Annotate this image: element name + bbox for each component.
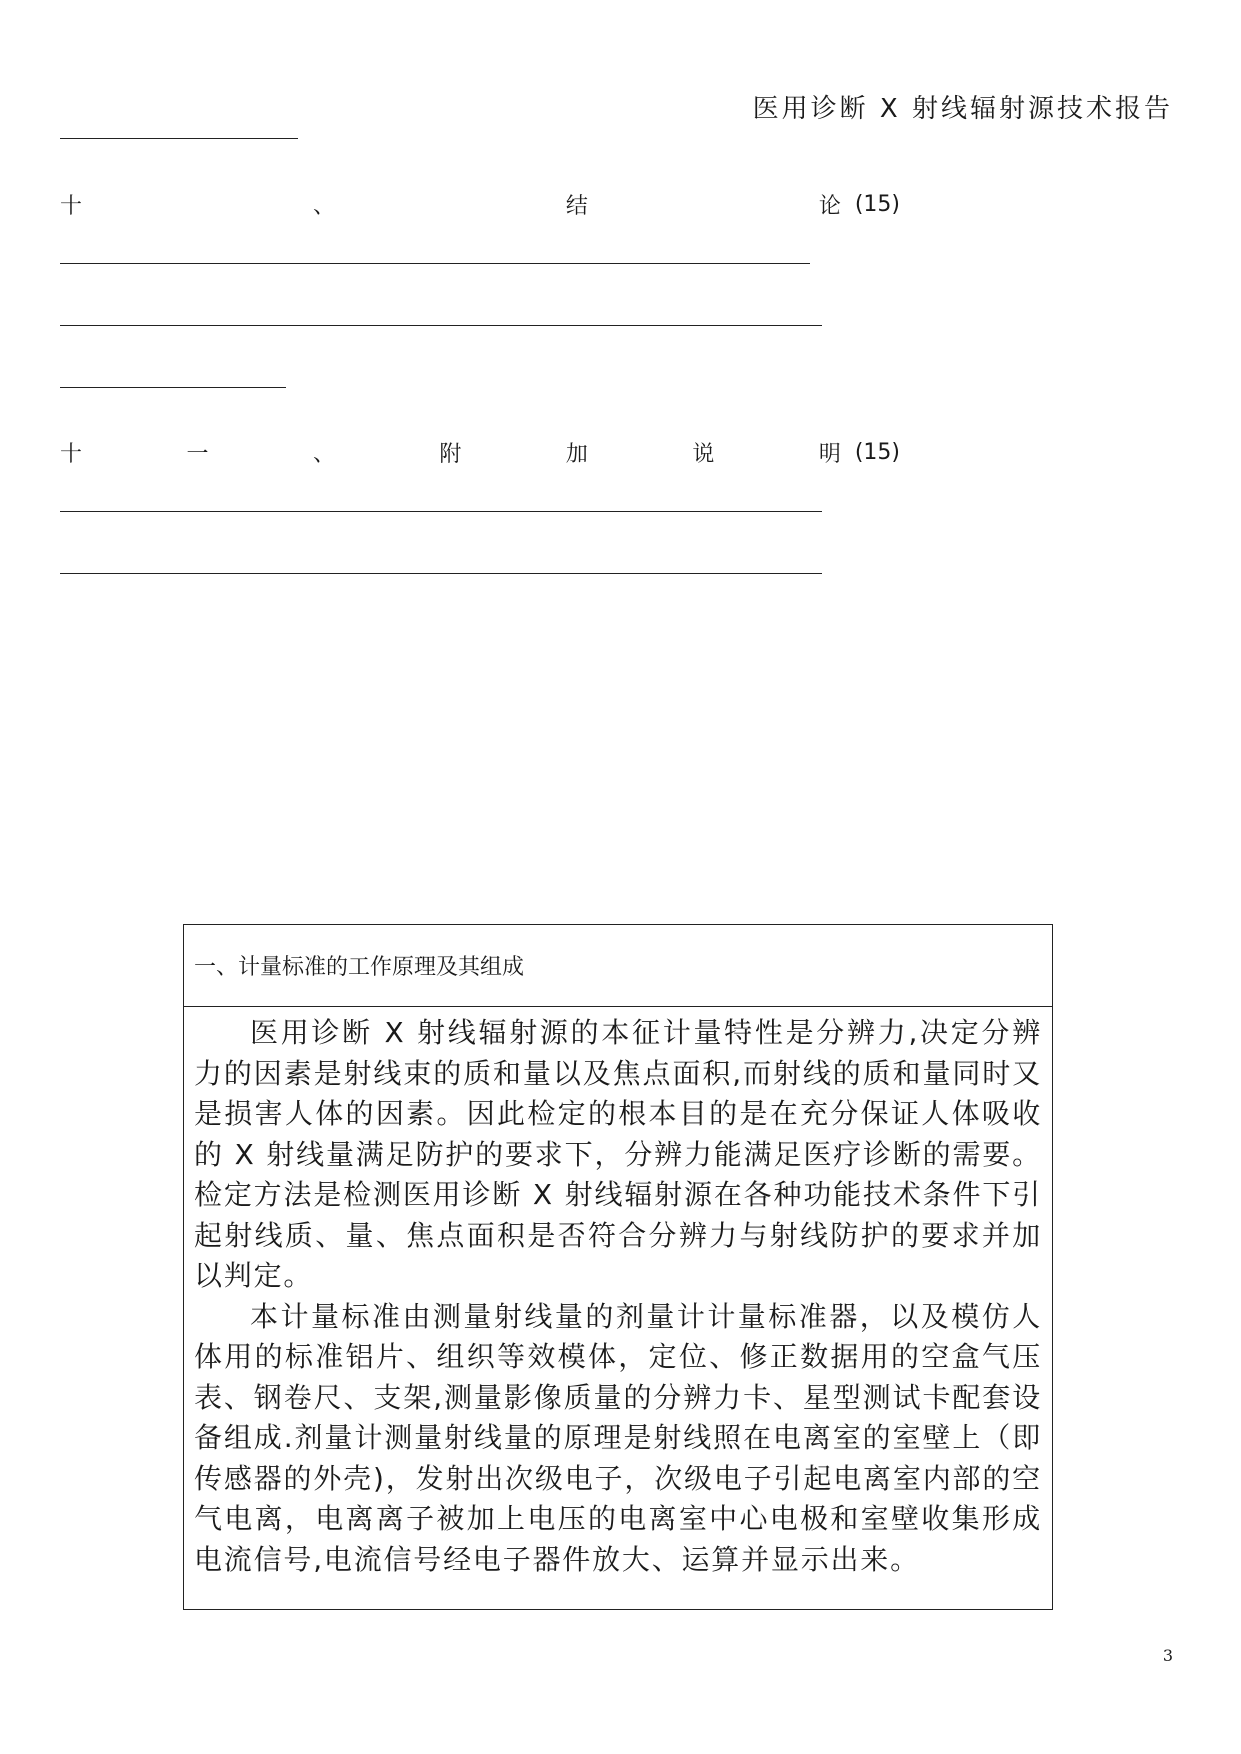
heading-score: (15) (854, 439, 900, 465)
underline-rule (60, 573, 822, 574)
paragraph-composition: 本计量标准由测量射线量的剂量计计量标准器，以及模仿人体用的标准铝片、组织等效模体，定位、修正数据用的空盒气压表、钢卷尺、支架,测量影像质量的分辨力卡、星型测试卡配套设备组成.剂量计测量射线量的原理是射线照在电离室的室壁上（即传感器的外壳)，发射出次级电子，次级电子引起电离室内部的空气电离，电离离子被加上电压的电离室中心电极和室壁收集形成电流信号,电流信号经电子器件放大、运算并显示出来。 (194, 1299, 1042, 1576)
section-heading-additional-notes (60, 432, 900, 472)
paragraph-principle: 医用诊断 X 射线辐射源的本征计量特性是分辨力,决定分辨力的因素是射线束的质和量以及焦点面积,而射线的质和量同时又是损害人体的因素。因此检定的根本目的是在充分保证人体吸收的 X 射线量满足防护的要求下，分辨力能满足医疗诊断的需要。检定方法是检测医用诊断 X 射线辐射源在各种功能技术条件下引起射线质、量、焦点面积是否符合分辨力与射线防护的要求并加以判定。 (194, 1016, 1042, 1292)
underline-rule (60, 138, 298, 139)
box-title: 一、计量标准的工作原理及其组成 (194, 955, 525, 980)
section-heading-conclusion (60, 184, 900, 224)
heading-char: 论 (818, 193, 841, 219)
page-number: 3 (1162, 1646, 1173, 1665)
heading-char: 、 (312, 193, 335, 219)
heading-char: 加 (565, 441, 588, 467)
underline-rule (60, 263, 810, 264)
heading-char: 说 (692, 441, 715, 467)
heading-char: 结 (565, 193, 588, 219)
underline-rule (60, 325, 822, 326)
box-title-cell (184, 925, 1052, 1007)
heading-char: 明 (818, 441, 841, 467)
heading-tail (819, 189, 900, 220)
heading-char: 、 (312, 441, 335, 467)
heading-tail (819, 437, 900, 468)
box-body (184, 1007, 1052, 1580)
content-box (183, 924, 1053, 1610)
running-header: 医用诊断 X 射线辐射源技术报告 (752, 94, 1173, 124)
heading-char: 十 (60, 193, 83, 219)
heading-char: 十 (60, 441, 83, 467)
underline-rule (60, 511, 822, 512)
heading-char: 一 (186, 441, 209, 467)
heading-char: 附 (439, 441, 462, 467)
heading-score: (15) (854, 191, 900, 217)
underline-rule (60, 387, 286, 388)
